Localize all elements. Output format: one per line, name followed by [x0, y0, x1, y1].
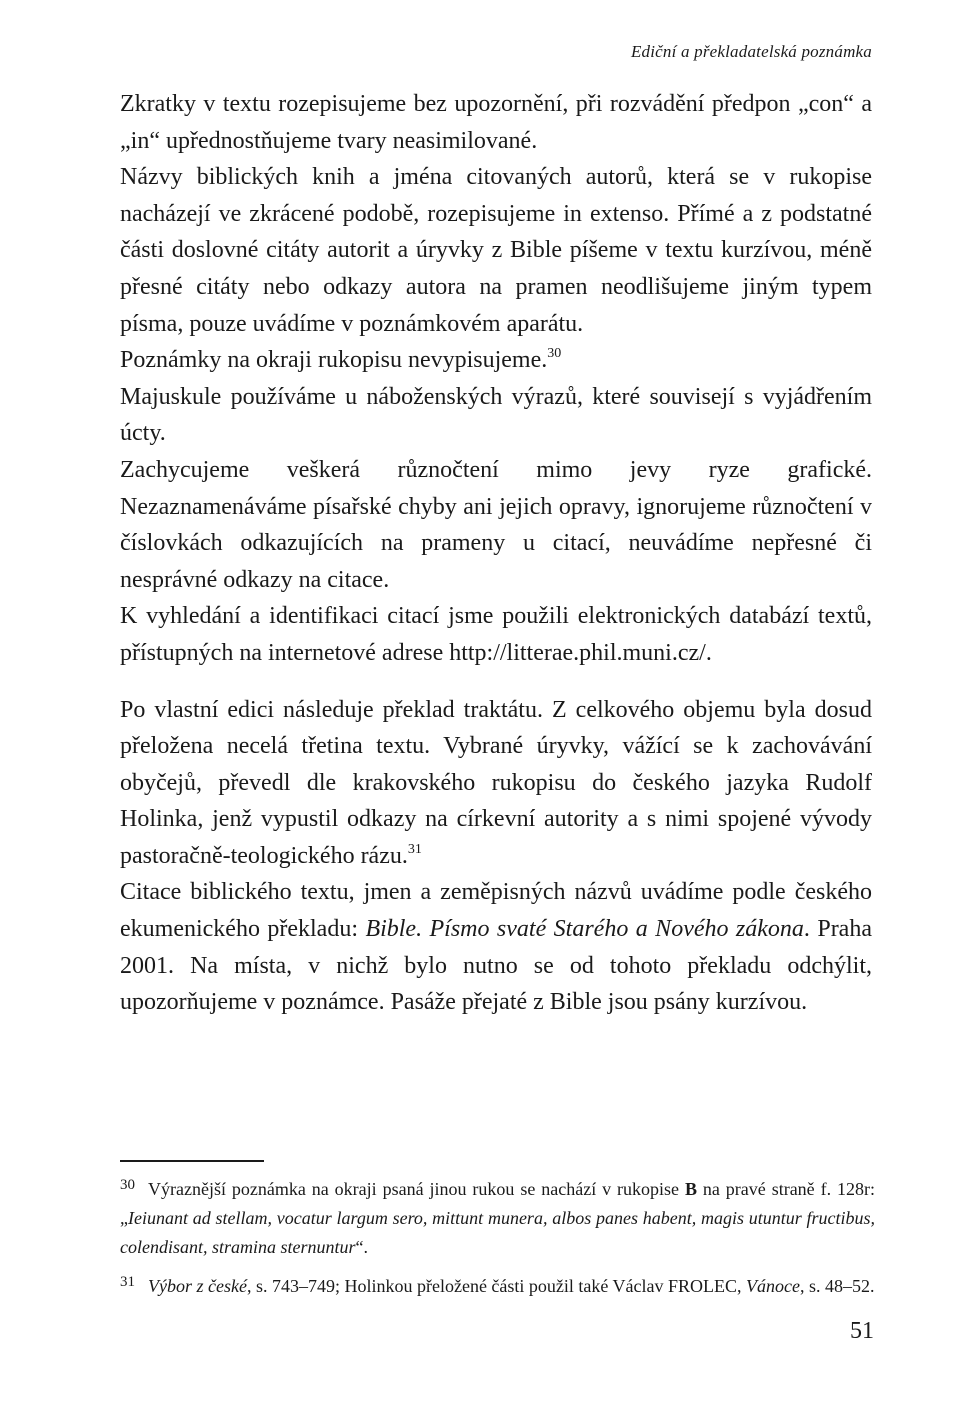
text-run: na pravé straně f. 128r: „ [120, 1179, 875, 1228]
text-run: K vyhledání a identifikaci citací jsme použili elektronických databází textů, přístupných na internetové adrese http://litterae.phil.muni.cz/. [120, 603, 872, 666]
italic-text: Bible. Písmo svaté Starého a Nového zákona [365, 916, 804, 943]
footnote-ref: 30 [547, 346, 562, 362]
text-run: Majuskule používáme u náboženských výrazů, které souvisejí s vyjádřením úcty. [120, 383, 872, 447]
page-number: 51 [850, 1318, 874, 1344]
text-run: Po vlastní edici následuje překlad traktátu. Z celkového objemu byla dosud přeložena necelá třetina textu. Vybrané úryvky, vážící se k zachovávání obyčejů, převedl dle krakovského rukopisu do českého jazyka Rudolf Holinka, jenž vypustil odkazy na církevní autority a s nimi spojené vývody pastoračně-teologického rázu. [120, 696, 872, 869]
bold-text: B [684, 1179, 697, 1199]
text-run: , s. 743–749; Holinkou přeložené části použil také Václav FROLEC, [246, 1276, 747, 1296]
text-run: . Praha 2001. Na místa, v nichž bylo nutno se od tohoto překladu odchýlit, upozorňujeme v poznámce. Pasáže přejaté z Bible jsou psány kurzívou. [120, 916, 872, 1016]
paragraph [120, 874, 872, 1020]
footnote-number: 31 [120, 1274, 135, 1290]
paragraph [120, 86, 872, 159]
paragraph [120, 692, 872, 875]
italic-text: Ieiunant ad stellam, vocatur largum sero, mittunt munera, albos panes habent, magis utuntur fructibus, colendisant, stramina sternuntur [120, 1208, 875, 1257]
paragraph [120, 342, 872, 379]
footnote-rule [120, 1160, 264, 1162]
footnote-text [120, 1175, 875, 1262]
text-run: Citace biblického textu, jmen a zeměpisných názvů uvádíme podle českého ekumenického překladu: [120, 879, 872, 943]
paragraph [120, 452, 872, 598]
footnote [120, 1272, 875, 1301]
text-run: “. [355, 1237, 369, 1257]
paragraph [120, 379, 872, 452]
text-run: Poznámky na okraji rukopisu nevypisujeme. [120, 347, 548, 374]
italic-text: Vánoce [746, 1276, 801, 1296]
italic-text: Výbor z české [148, 1276, 247, 1296]
footnote-number: 30 [120, 1177, 135, 1193]
paragraph [120, 159, 872, 342]
footnote-ref: 31 [407, 841, 422, 857]
text-run: Zachycujeme veškerá různočtení mimo jevy ryze grafické. Nezaznamenáváme písařské chyby ani jejich opravy, ignorujeme různočtení v číslovkách odkazujících na prameny u citací, neuvádíme nepřesné či nesprávné odkazy na citace. [120, 456, 872, 593]
footnote-text [120, 1272, 875, 1301]
footnotes [120, 1175, 875, 1311]
text-run: Výraznější poznámka na okraji psaná jinou rukou se nachází v rukopise [148, 1179, 685, 1199]
text-run: , s. 48–52. [800, 1276, 875, 1296]
paragraph [120, 598, 872, 671]
text-run: Názvy biblických knih a jména citovaných autorů, která se v rukopise nacházejí ve zkrácené podobě, rozepisujeme in extenso. Přímé a z podstatné části doslovné citáty autorit a úryvky z Bible píšeme v textu kurzívou, méně přesné citáty nebo odkazy autora na pramen neodlišujeme jiným typem písma, pouze uvádíme v poznámkovém aparátu. [120, 164, 872, 337]
footnote [120, 1175, 875, 1262]
text-run: Zkratky v textu rozepisujeme bez upozornění, při rozvádění předpon „con“ a „in“ upřednostňujeme tvary neasimilované. [120, 91, 872, 154]
running-head: Ediční a překladatelská poznámka [630, 42, 872, 61]
body-text [120, 86, 872, 1021]
